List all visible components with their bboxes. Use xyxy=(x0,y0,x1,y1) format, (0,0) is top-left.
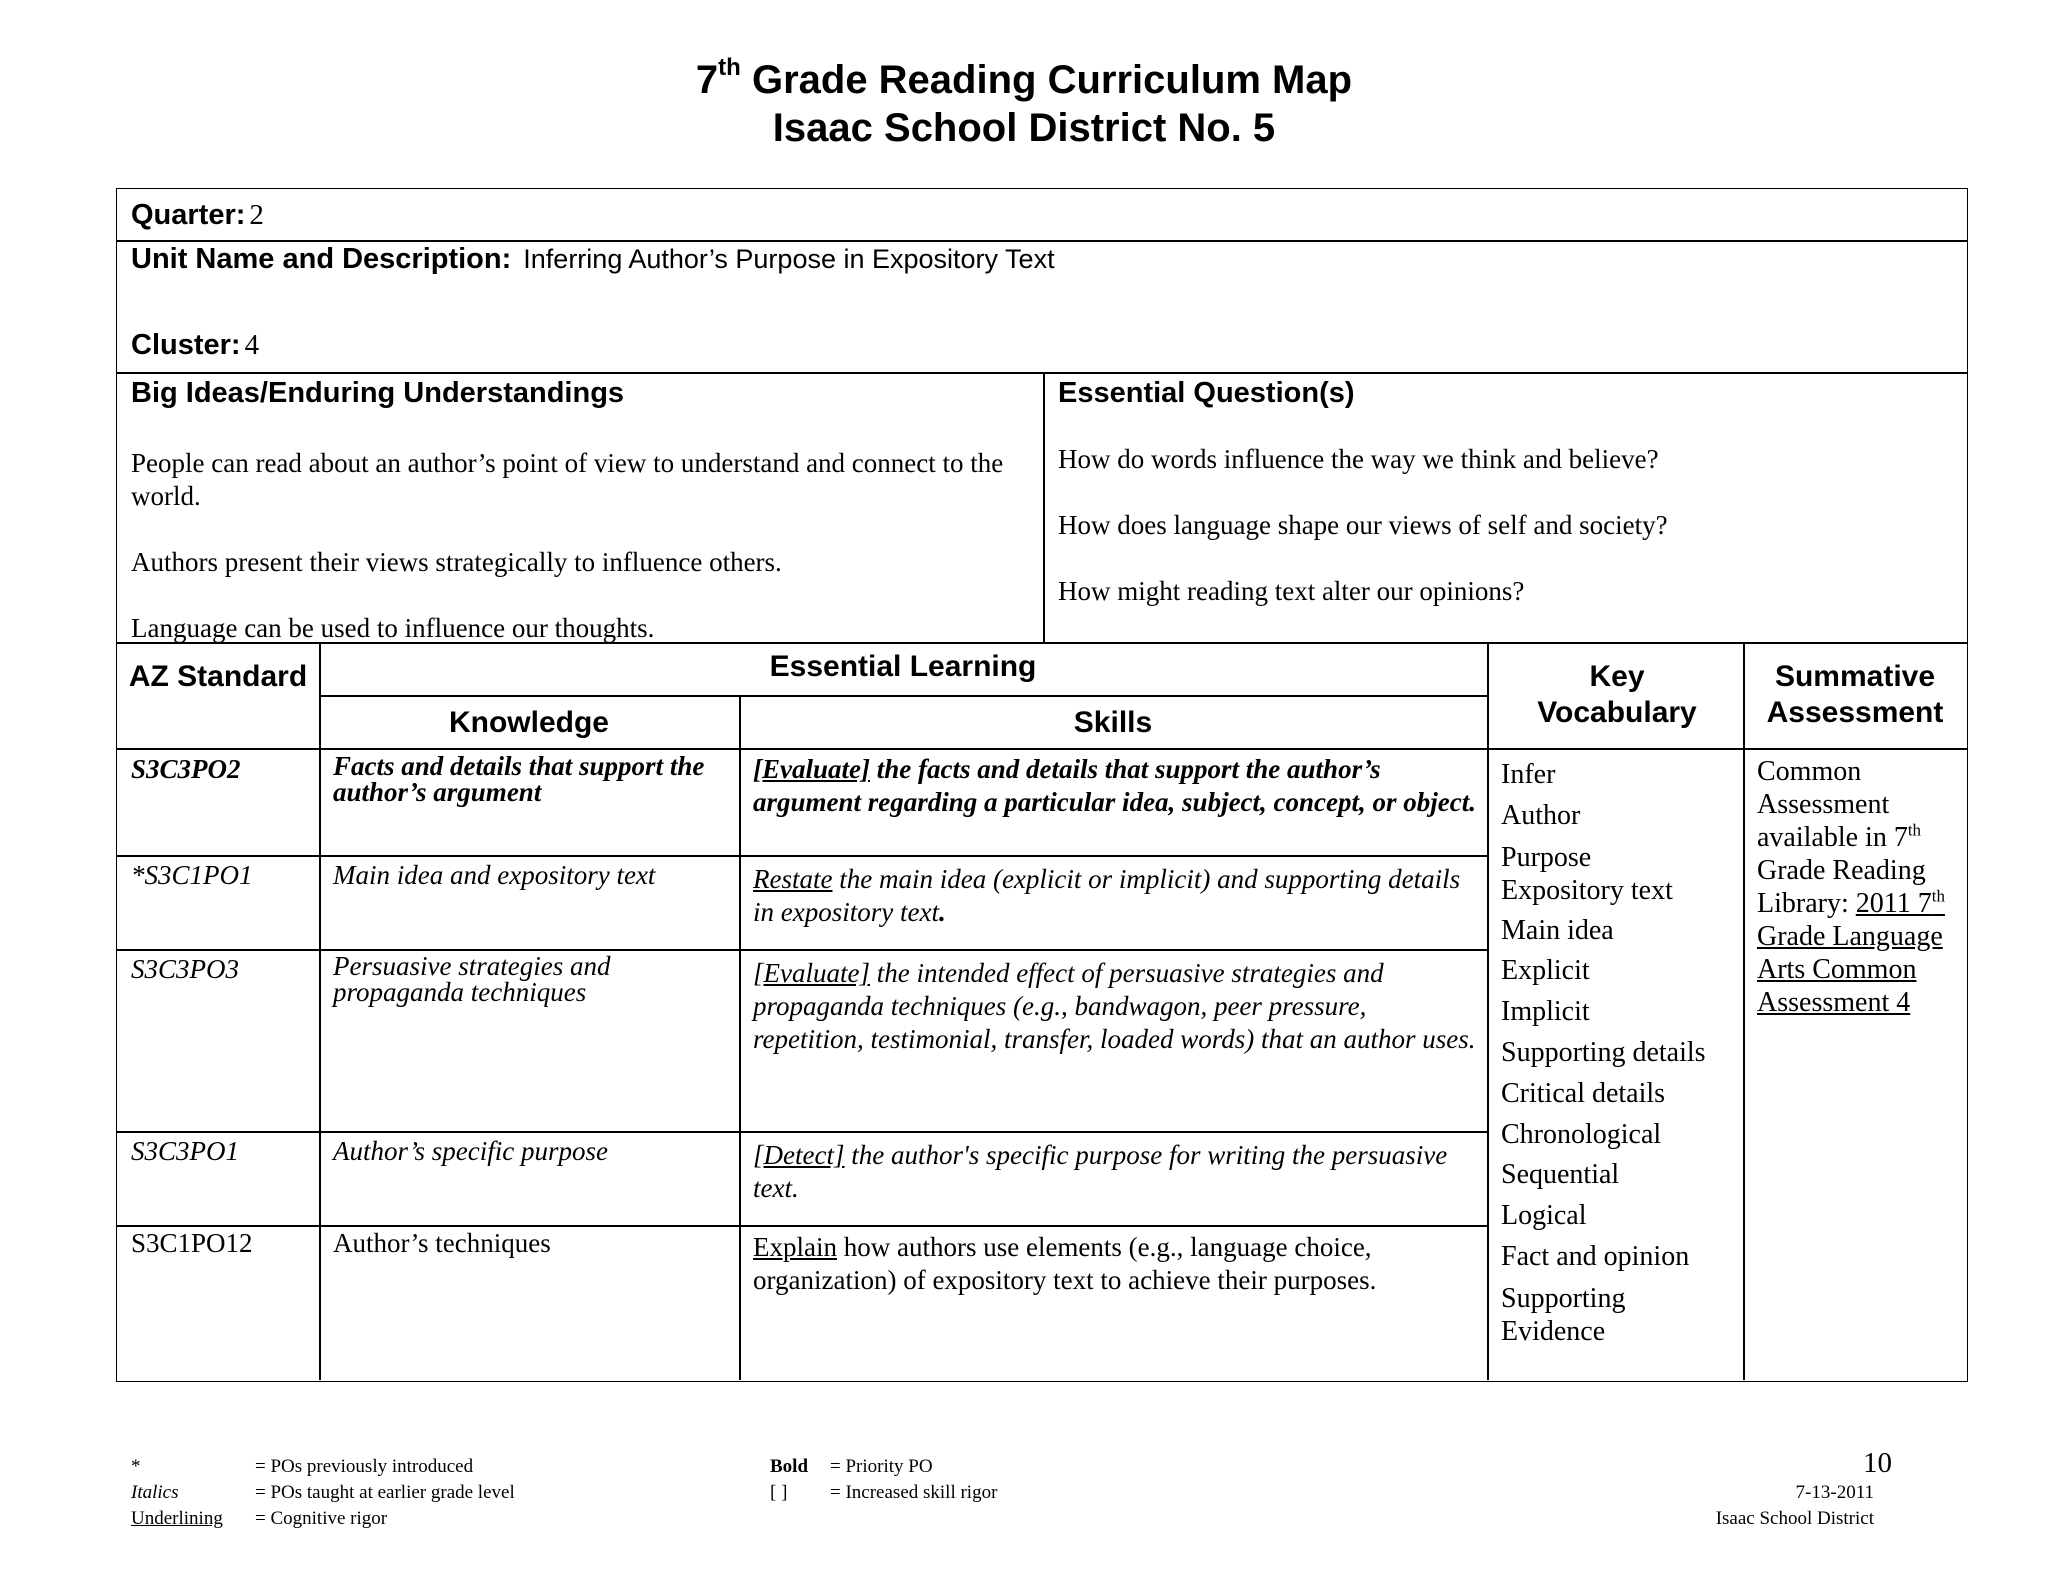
vocab-item: Supporting details xyxy=(1501,1036,1706,1068)
skill-end: . xyxy=(938,897,946,927)
vocab-item: Author xyxy=(1501,799,1581,831)
summative-line1: Common Assessment available in 7 xyxy=(1757,756,1908,853)
page-number: 10 xyxy=(1863,1447,1892,1479)
vocab-item: Supporting Evidence xyxy=(1501,1282,1626,1347)
table-row-skills xyxy=(753,753,1481,819)
legend-text: = Priority PO xyxy=(830,1456,933,1477)
legend-text: = POs taught at earlier grade level xyxy=(255,1482,515,1503)
table-row-skills xyxy=(753,1139,1481,1205)
vocab-item: Main idea xyxy=(1501,914,1614,946)
summative-line2: Grade Reading Library: xyxy=(1757,855,1926,919)
header-knowledge: Knowledge xyxy=(448,706,609,739)
essential-question-item: How does language shape our views of self and society? xyxy=(1058,510,1668,540)
vocab-item: Chronological xyxy=(1501,1118,1662,1150)
vocab-item: Logical xyxy=(1501,1200,1587,1232)
unit-row xyxy=(116,240,1968,374)
summative-sup: th xyxy=(1907,820,1922,840)
legend-symbol: Bold xyxy=(770,1456,809,1477)
cluster-label: Cluster: xyxy=(131,329,241,361)
big-idea-item: Language can be used to influence our thoughts. xyxy=(131,613,655,643)
header-essential-learning: Essential Learning xyxy=(769,650,1037,683)
unit-value: Inferring Author’s Purpose in Expository Text xyxy=(523,244,1055,274)
vocab-item: Fact and opinion xyxy=(1501,1240,1690,1272)
legend-text: = Cognitive rigor xyxy=(255,1508,388,1529)
skill-verb: Restate xyxy=(753,864,833,894)
vocab-item: Expository text xyxy=(1501,874,1673,906)
table-row-skills xyxy=(753,957,1481,1056)
essential-questions-panel xyxy=(1043,372,1968,644)
header-key-vocabulary: Key Vocabulary xyxy=(1537,660,1697,729)
table-row-knowledge: Author’s techniques xyxy=(333,1228,551,1258)
table-row-skills xyxy=(753,863,1481,929)
summative-assessment-text xyxy=(1757,755,1957,1019)
essential-questions-heading: Essential Question(s) xyxy=(1058,377,1355,409)
skill-verb: [Evaluate] xyxy=(753,754,870,784)
vocab-item: Purpose xyxy=(1501,841,1592,873)
table-row-knowledge: Facts and details that support the author’s argument xyxy=(333,751,705,807)
table-row-knowledge: Main idea and expository text xyxy=(333,860,656,890)
page-subtitle: Isaac School District No. 5 xyxy=(772,106,1276,150)
page-title: 7th Grade Reading Curriculum Map xyxy=(695,54,1353,102)
legend-symbol: * xyxy=(131,1456,141,1477)
essential-question-item: How do words influence the way we think and believe? xyxy=(1058,444,1659,474)
legend-symbol: [ ] xyxy=(770,1482,788,1503)
footer-right xyxy=(1600,1446,1890,1532)
essential-learning-table xyxy=(116,642,1968,1382)
big-idea-item: Authors present their views strategically to influence others. xyxy=(131,547,782,577)
header-summative-assessment: Summative Assessment xyxy=(1766,660,1944,729)
table-row-standard: S3C3PO1 xyxy=(131,1136,239,1166)
quarter-label: Quarter: xyxy=(131,199,246,231)
table-row-standard: S3C3PO3 xyxy=(131,954,239,984)
summative-assessment-link[interactable]: 2011 7th Grade Language Arts Common Assessment 4 xyxy=(1757,886,1945,1018)
quarter-value: 2 xyxy=(249,199,264,231)
skill-text: the main idea (explicit or implicit) and supporting details in expository text xyxy=(753,864,1461,927)
skill-verb: Explain xyxy=(753,1232,837,1262)
skill-text: the facts and details that support the author’s argument regarding a particular idea, subject, concept, or object. xyxy=(753,754,1476,817)
cluster-value: 4 xyxy=(244,329,260,361)
legend-symbol: Underlining xyxy=(131,1508,223,1529)
vocab-item: Implicit xyxy=(1501,996,1590,1028)
vocab-item: Infer xyxy=(1501,759,1556,790)
essential-question-item: How might reading text alter our opinions? xyxy=(1058,576,1525,606)
key-vocabulary-list xyxy=(1501,755,1737,1348)
legend-text: = Increased skill rigor xyxy=(830,1482,998,1503)
header-az-standard: AZ Standard xyxy=(128,660,308,693)
footer-legend-mid xyxy=(770,1454,1130,1506)
unit-label: Unit Name and Description: xyxy=(131,243,512,275)
skill-verb: [Evaluate] xyxy=(753,958,870,988)
table-row-standard: S3C1PO12 xyxy=(131,1228,253,1258)
skill-verb: [Detect] xyxy=(753,1140,845,1170)
table-row-skills xyxy=(753,1231,1481,1297)
quarter-row xyxy=(116,188,1968,242)
table-row-knowledge: Author’s specific purpose xyxy=(333,1136,608,1166)
big-ideas-panel xyxy=(116,372,1045,644)
header-skills: Skills xyxy=(1073,706,1153,739)
footer-legend-left xyxy=(131,1454,551,1532)
footer-district: Isaac School District xyxy=(1715,1508,1874,1529)
skill-text: the author's specific purpose for writing the persuasive text. xyxy=(753,1140,1448,1203)
vocab-item: Critical details xyxy=(1501,1077,1666,1109)
legend-text: = POs previously introduced xyxy=(255,1456,474,1477)
vocab-item: Sequential xyxy=(1501,1159,1620,1191)
skill-text: the intended effect of persuasive strategies and propaganda techniques (e.g., bandwagon, peer pressure, repetition, testimonial, transfer, loaded words) that an author uses. xyxy=(753,958,1476,1054)
footer-date: 7-13-2011 xyxy=(1795,1482,1874,1503)
skill-text: how authors use elements (e.g., language choice, organization) of expository text to achieve their purposes. xyxy=(753,1232,1377,1295)
big-ideas-heading: Big Ideas/Enduring Understandings xyxy=(131,377,625,409)
big-idea-item: People can read about an author’s point of view to understand and connect to the world. xyxy=(131,448,1004,511)
legend-symbol: Italics xyxy=(131,1482,179,1503)
table-row-standard: *S3C1PO1 xyxy=(131,860,253,890)
table-row-standard: S3C3PO2 xyxy=(131,754,241,784)
vocab-item: Explicit xyxy=(1501,955,1590,987)
table-row-knowledge: Persuasive strategies and propaganda techniques xyxy=(333,951,611,1007)
